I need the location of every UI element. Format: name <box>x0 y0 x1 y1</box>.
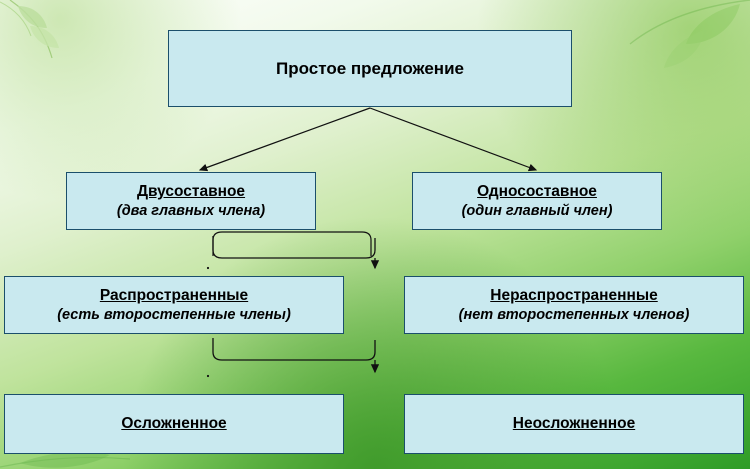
node-one-part-label: Односоставное <box>477 183 597 201</box>
node-two-part[interactable] <box>66 172 316 230</box>
node-extended-sub: (есть второстепенные члены) <box>57 306 291 323</box>
node-complicated-label: Осложненное <box>121 415 227 433</box>
node-extended[interactable] <box>4 276 344 334</box>
node-two-part-label: Двусоставное <box>136 183 246 201</box>
node-non-extended[interactable] <box>404 276 744 334</box>
leaf-decoration-top-left <box>0 0 170 70</box>
node-two-part-sub: (два главных члена) <box>116 202 266 219</box>
node-simple-sentence-label: Простое предложение <box>276 58 464 78</box>
node-non-complicated[interactable] <box>404 394 744 454</box>
node-simple-sentence[interactable] <box>168 30 572 107</box>
node-one-part[interactable] <box>412 172 662 230</box>
node-complicated[interactable] <box>4 394 344 454</box>
node-extended-label: Распространенные <box>99 287 249 305</box>
node-non-extended-sub: (нет второстепенных членов) <box>458 306 690 323</box>
node-one-part-sub: (один главный член) <box>461 202 613 219</box>
node-non-complicated-label: Неосложненное <box>512 415 636 433</box>
node-non-extended-label: Нераспространенные <box>490 287 658 305</box>
